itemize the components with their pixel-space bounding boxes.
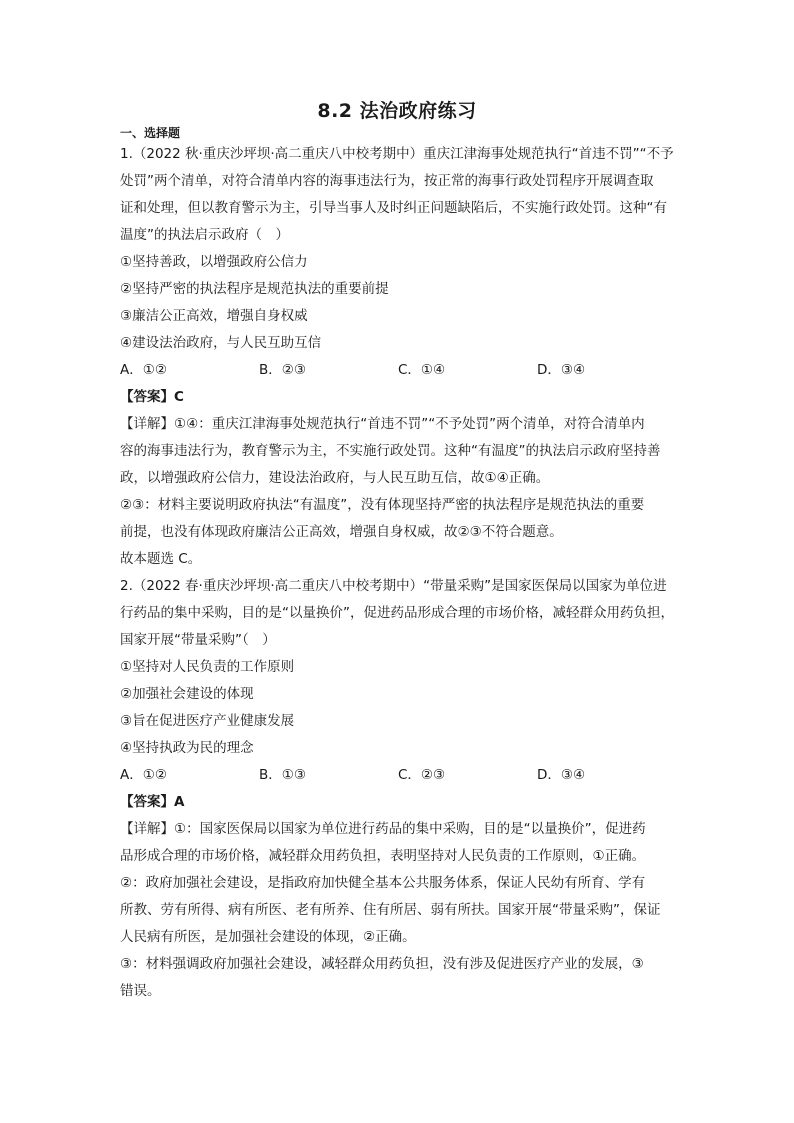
q1-item: ②坚持严密的执法程序是规范执法的重要前提 [120, 281, 389, 297]
q2-detail-line: 错误。 [120, 983, 161, 999]
q2-detail-line: ②：政府加强社会建设，是指政府加快健全基本公共服务体系，保证人民幼有所育、学有 [120, 875, 646, 891]
q1-detail-line: 容的海事违法行为，教育警示为主，不实施行政处罚。这种“有温度”的执法启示政府坚持善 [120, 443, 661, 459]
q1-option-c: C．①④ [398, 362, 446, 378]
q1-stem-line: 1.（2022 秋·重庆沙坪坝·高二重庆八中校考期中）重庆江津海事处规范执行“首违不罚”“不予 [120, 146, 674, 162]
q1-detail-line: ②③：材料主要说明政府执法“有温度”，没有体现坚持严密的执法程序是规范执法的重要 [120, 497, 645, 513]
document-title: 8.2 法治政府练习 [317, 100, 477, 122]
q1-detail-line: 【详解】①④：重庆江津海事处规范执行“首违不罚”“不予处罚”两个清单，对符合清单内 [120, 416, 645, 432]
q1-detail-line: 故本题选 C。 [120, 551, 202, 567]
q2-option-b: B．①③ [259, 767, 306, 783]
q2-stem-line: 行药品的集中采购，目的是“以量换价”，促进药品形成合理的市场价格，减轻群众用药负担， [120, 605, 674, 621]
q1-detail-line: 政，以增强政府公信力，建设法治政府，与人民互助互信，故①④正确。 [120, 470, 550, 486]
section-heading: 一、选择题 [120, 126, 181, 140]
q1-item: ④建设法治政府，与人民互助互信 [120, 335, 322, 351]
q2-detail-line: 【详解】①：国家医保局以国家为单位进行药品的集中采购，目的是“以量换价”，促进药 [120, 821, 646, 837]
q1-option-a: A．①② [120, 362, 167, 378]
q2-detail-line: 所教、劳有所得、病有所医、老有所养、住有所居、弱有所扶。国家开展“带量采购”，保证 [120, 902, 661, 918]
q2-item: ④坚持执政为民的理念 [120, 740, 254, 756]
q1-item: ①坚持善政，以增强政府公信力 [120, 254, 308, 270]
q2-item: ①坚持对人民负责的工作原则 [120, 659, 295, 675]
q2-option-a: A．①② [120, 767, 167, 783]
q2-detail-line: 品形成合理的市场价格，减轻群众用药负担，表明坚持对人民负责的工作原则，①正确。 [120, 848, 646, 864]
q1-item: ③廉洁公正高效，增强自身权威 [120, 308, 308, 324]
q2-detail-line: ③：材料强调政府加强社会建设，减轻群众用药负担，没有涉及促进医疗产业的发展，③ [120, 956, 644, 972]
q2-stem-line: 2.（2022 春·重庆沙坪坝·高二重庆八中校考期中）“带量采购”是国家医保局以国家为单位进 [120, 578, 667, 594]
q2-answer: 【答案】A [120, 794, 185, 810]
q2-option-c: C．②③ [398, 767, 446, 783]
q2-stem-line: 国家开展“带量采购”（ ） [120, 632, 276, 648]
q2-item: ②加强社会建设的体现 [120, 686, 254, 702]
q1-option-d: D．③④ [537, 362, 586, 378]
q1-stem-line: 证和处理，但以教育警示为主，引导当事人及时纠正问题缺陷后，不实施行政处罚。这种“有 [120, 200, 667, 216]
q2-item: ③旨在促进医疗产业健康发展 [120, 713, 295, 729]
q2-option-d: D．③④ [537, 767, 586, 783]
q1-stem-line: 处罚”两个清单，对符合清单内容的海事违法行为，按正常的海事行政处罚程序开展调查取 [120, 173, 654, 189]
q1-stem-line: 温度”的执法启示政府（ ） [120, 227, 289, 243]
q2-detail-line: 人民病有所医，是加强社会建设的体现，②正确。 [120, 929, 416, 945]
q1-options [120, 358, 680, 376]
q1-detail-line: 前提，也没有体现政府廉洁公正高效，增强自身权威，故②③不符合题意。 [120, 524, 563, 540]
q1-answer: 【答案】C [120, 389, 184, 405]
q2-options [120, 763, 680, 781]
q1-option-b: B．②③ [259, 362, 306, 378]
